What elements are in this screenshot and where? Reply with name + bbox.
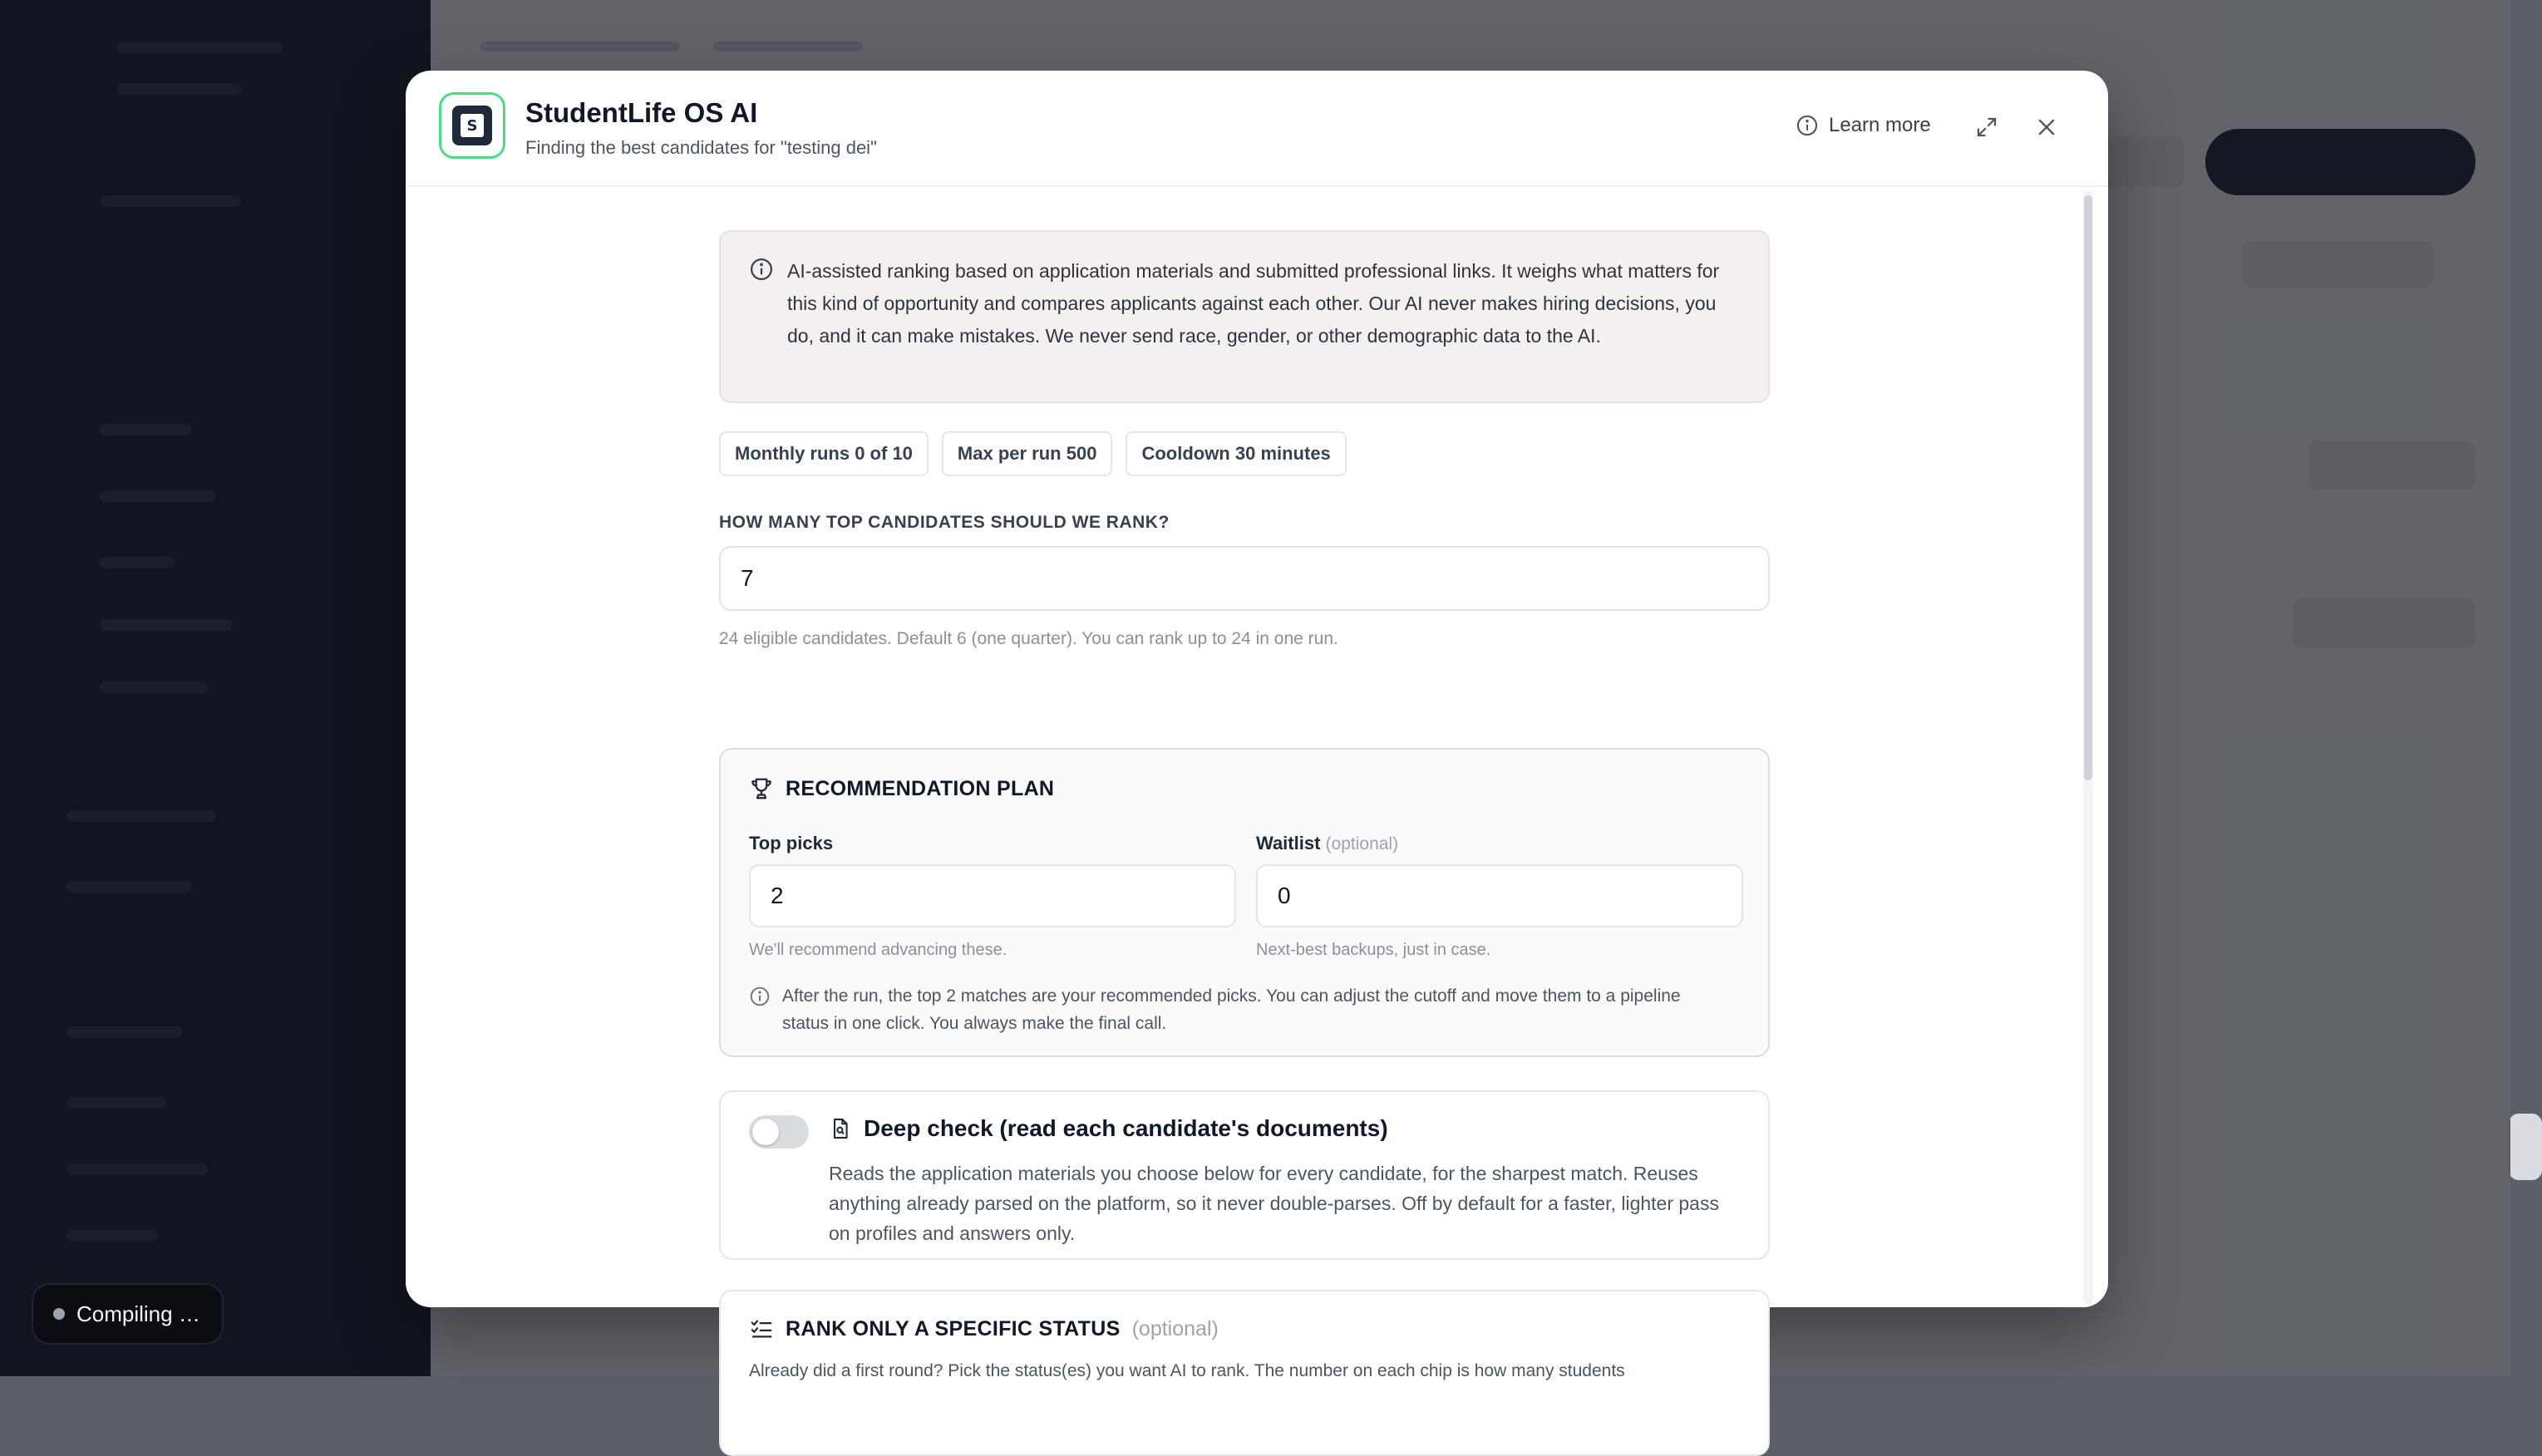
info-icon bbox=[749, 986, 771, 1007]
waitlist-label bbox=[1256, 833, 1398, 854]
waitlist-label-text: Waitlist bbox=[1256, 833, 1321, 853]
top-picks-label bbox=[749, 833, 833, 854]
document-search-icon bbox=[829, 1116, 852, 1141]
usage-chips bbox=[719, 431, 1770, 476]
deep-check-toggle[interactable] bbox=[749, 1115, 809, 1149]
info-icon bbox=[749, 257, 774, 282]
learn-more-label: Learn more bbox=[1829, 114, 1931, 136]
deep-check-card bbox=[719, 1090, 1770, 1260]
plan-note bbox=[749, 982, 1730, 1037]
deep-check-description: Reads the application materials you choose below for every candidate, for the sharpest match. Reuses anything already parsed on the platform, so it never double-parses. Off by default for a faster, lighter pass on profiles and answers only. bbox=[829, 1163, 1719, 1244]
plan-title: RECOMMENDATION PLAN bbox=[786, 776, 1055, 800]
top-candidates-help: 24 eligible candidates. Default 6 (one quarter). You can rank up to 24 in one run. bbox=[719, 629, 1338, 648]
modal-body[interactable] bbox=[406, 189, 2108, 1380]
status-filter-card bbox=[719, 1290, 1770, 1456]
app-logo bbox=[439, 92, 505, 159]
recommendation-plan-card bbox=[719, 748, 1770, 1057]
top-candidates-input[interactable]: 7 bbox=[719, 546, 1770, 611]
close-icon bbox=[2035, 116, 2058, 139]
learn-more-link[interactable] bbox=[1796, 114, 1931, 137]
compiling-indicator bbox=[33, 1285, 222, 1343]
status-filter-description: Already did a first round? Pick the status(es) you want AI to rank. The number on each chip is how many students bbox=[749, 1361, 1625, 1380]
deep-check-heading bbox=[829, 1115, 1388, 1142]
expand-icon bbox=[1974, 115, 1999, 140]
plan-heading bbox=[749, 776, 1054, 801]
top-picks-label-text: Top picks bbox=[749, 833, 834, 853]
waitlist-input[interactable]: 0 bbox=[1256, 864, 1743, 927]
cooldown-chip: Cooldown 30 minutes bbox=[1126, 431, 1346, 476]
deep-check-title: Deep check (read each candidate's documents) bbox=[864, 1115, 1388, 1141]
toggle-knob bbox=[752, 1119, 779, 1145]
status-dot-icon bbox=[53, 1308, 65, 1320]
waitlist-help: Next-best backups, just in case. bbox=[1256, 941, 1491, 959]
ai-ranking-modal bbox=[406, 71, 2108, 1380]
plan-note-text: After the run, the top 2 matches are your recommended picks. You can adjust the cutoff and move them to a pipeline status in one click. You always make the final call. bbox=[782, 986, 1681, 1033]
ai-disclaimer-text: AI-assisted ranking based on application materials and submitted professional links. It weighs what matters for this kind of opportunity and compares applicants against each other. Our AI never makes hiring decisions, you do, and it can make mistakes. We never send race, gender, or other demographic data to the AI. bbox=[787, 260, 1720, 347]
modal-header bbox=[406, 71, 2108, 187]
scrollbar-thumb[interactable] bbox=[2084, 195, 2092, 780]
top-picks-input[interactable]: 2 bbox=[749, 864, 1236, 927]
logo-letter: S bbox=[461, 114, 484, 137]
status-filter-optional: (optional) bbox=[1131, 1316, 1219, 1340]
logo-mark bbox=[452, 106, 492, 145]
modal-subtitle: Finding the best candidates for "testing dei" bbox=[525, 137, 877, 158]
top-candidates-label: HOW MANY TOP CANDIDATES SHOULD WE RANK? bbox=[719, 513, 1170, 532]
top-picks-help: We'll recommend advancing these. bbox=[749, 941, 1007, 959]
modal-title: StudentLife OS AI bbox=[525, 97, 758, 128]
compiling-label: Compiling … bbox=[76, 1301, 200, 1326]
status-filter-heading bbox=[749, 1316, 1219, 1341]
bg-block bbox=[2509, 1114, 2542, 1180]
ai-disclaimer-box bbox=[719, 230, 1770, 403]
close-button[interactable] bbox=[2030, 111, 2063, 144]
trophy-icon bbox=[749, 776, 774, 801]
list-checks-icon bbox=[749, 1316, 774, 1341]
info-icon bbox=[1796, 114, 1819, 137]
modal-scrollbar[interactable] bbox=[2083, 190, 2093, 1304]
waitlist-optional-text: (optional) bbox=[1325, 834, 1399, 853]
status-filter-title: RANK ONLY A SPECIFIC STATUS bbox=[786, 1316, 1121, 1340]
expand-button[interactable] bbox=[1970, 111, 2003, 144]
monthly-runs-chip: Monthly runs 0 of 10 bbox=[719, 431, 929, 476]
max-per-run-chip: Max per run 500 bbox=[942, 431, 1113, 476]
